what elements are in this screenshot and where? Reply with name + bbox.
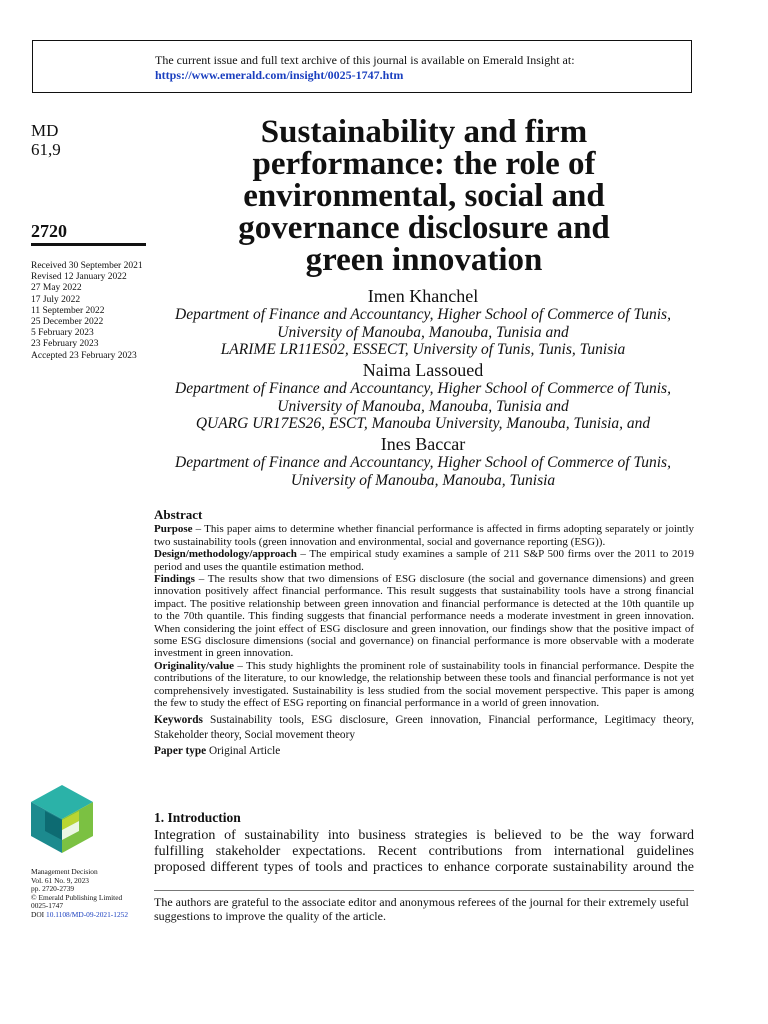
date-entry: 23 February 2023 bbox=[31, 339, 99, 350]
affiliation-line: University of Manouba, Manouba, Tunisia bbox=[290, 471, 556, 489]
paper-type bbox=[154, 744, 694, 759]
doi-link[interactable]: 10.1108/MD-09-2021-1252 bbox=[46, 909, 129, 919]
abstract-purpose bbox=[154, 523, 694, 548]
doi-line bbox=[31, 911, 128, 920]
affiliation-line: University of Manouba, Manouba, Tunisia and bbox=[277, 397, 569, 415]
introduction-section bbox=[154, 810, 694, 876]
affiliation-line: LARIME LR11ES02, ESSECT, University of Tunis, Tunis, Tunisia bbox=[220, 341, 626, 358]
journal-name: Management Decision bbox=[31, 867, 98, 876]
issn: 0025-1747 bbox=[31, 901, 64, 911]
author-affiliation bbox=[155, 306, 691, 359]
introduction-line: Integration of sustainability into business strategies is believed to be the way forward bbox=[154, 828, 694, 843]
introduction-line: fulfilling stakeholder expectations. Recent contributions from international guidelines bbox=[154, 844, 694, 859]
abstract-design bbox=[154, 548, 694, 573]
introduction-text bbox=[154, 828, 694, 876]
date-entry: Revised 12 January 2022 bbox=[31, 272, 127, 283]
date-entry: 25 December 2022 bbox=[31, 317, 104, 328]
journal-archive-notice bbox=[32, 40, 692, 93]
keywords-text: Sustainability tools, ESG disclosure, Green innovation, Financial performance, Legitimacy theory, Stakeholder theory, Social movement theory bbox=[154, 713, 694, 741]
article-title bbox=[190, 116, 658, 276]
author-affiliation bbox=[155, 454, 691, 489]
introduction-heading: 1. Introduction bbox=[154, 810, 241, 825]
journal-abbrev: MD bbox=[31, 121, 59, 140]
title-line: governance disclosure and bbox=[238, 210, 610, 246]
abstract-originality bbox=[154, 660, 694, 710]
introduction-line: proposed different types of tools and practices to enhance corporate sustainability around the bbox=[154, 860, 694, 875]
copyright: © Emerald Publishing Limited bbox=[31, 892, 123, 902]
date-entry: 17 July 2022 bbox=[31, 294, 81, 305]
section-text: – This study highlights the prominent role of sustainability tools in financial performance. Despite the contributions of the literature, to our knowledge, the relationship between these tools and financial performance is not yet comprehensively investigated. Sustainability is less studied from the social movement perspective. This paper is among the few to study the effect of ESG reporting on financial performance in a world of green innovation. bbox=[154, 659, 694, 710]
date-entry: Received 30 September 2021 bbox=[31, 261, 143, 271]
author-name: Ines Baccar bbox=[380, 434, 466, 454]
date-entry: 5 February 2023 bbox=[31, 328, 94, 339]
author-name: Imen Khanchel bbox=[367, 286, 479, 306]
section-text: – This paper aims to determine whether financial performance is affected in firms adopting separately or jointly two sustainability tools (green innovation and environmental, social and governance reporting (ESG)). bbox=[154, 523, 694, 548]
submission-dates bbox=[31, 261, 143, 362]
section-label: Originality/value bbox=[154, 659, 235, 672]
section-label: Design/methodology/approach bbox=[154, 548, 297, 561]
journal-code bbox=[31, 121, 61, 159]
title-line: environmental, social and bbox=[243, 178, 605, 214]
date-entry: 11 September 2022 bbox=[31, 305, 105, 316]
abstract-heading: Abstract bbox=[154, 507, 203, 522]
doi-label: DOI bbox=[31, 909, 45, 919]
affiliation-line: QUARG UR17ES26, ESCT, Manouba University, Manouba, Tunisia, and bbox=[195, 415, 651, 432]
author-affiliation bbox=[155, 380, 691, 433]
acknowledgement-footnote: The authors are grateful to the associate editor and anonymous referees of the journal for their extremely useful suggestions to improve the quality of the article. bbox=[154, 895, 689, 923]
page-range: pp. 2720-2739 bbox=[31, 884, 75, 894]
date-entry: Accepted 23 February 2023 bbox=[31, 350, 137, 361]
abstract bbox=[154, 509, 694, 759]
section-text: – The results show that two dimensions of ESG disclosure (the social and governance dimensions) and green innovation positively affect financial performance. This result suggests that sustainability tools have a strong financial impact. The positive relationship between green innovation and financial performance is detected at the 10th quantile up to the 70th quantile. This finding suggests that financial performance needs a moderate investment in green innovation. When considering the joint effect of ESG disclosure and green innovation, our findings show that the positive impact of some ESG disclosure dimensions (social and governance) on financial performance is more observable with a moderate investment in green innovation. bbox=[154, 573, 694, 660]
keywords-label: Keywords bbox=[154, 713, 203, 726]
affiliation-line: Department of Finance and Accountancy, Higher School of Commerce of Tunis, bbox=[175, 306, 671, 323]
abstract-findings bbox=[154, 573, 694, 660]
keywords bbox=[154, 713, 694, 743]
section-label: Findings bbox=[154, 573, 195, 586]
emerald-publishing-logo bbox=[31, 785, 93, 853]
title-line: Sustainability and firm bbox=[260, 114, 588, 150]
affiliation-line: University of Manouba, Manouba, Tunisia and bbox=[277, 323, 569, 341]
title-line: performance: the role of bbox=[252, 146, 596, 182]
affiliation-line: Department of Finance and Accountancy, Higher School of Commerce of Tunis, bbox=[175, 380, 671, 397]
journal-url-link[interactable]: https://www.emerald.com/insight/0025-1747.htm bbox=[155, 68, 404, 82]
paper-type-text: Original Article bbox=[206, 744, 281, 757]
section-text: – The empirical study examines a sample of 211 S&P 500 firms over the 2011 to 2019 period and uses the quantile estimation method. bbox=[154, 548, 694, 573]
page-number-rule bbox=[31, 243, 146, 246]
publication-info bbox=[31, 868, 128, 920]
journal-volume: 61,9 bbox=[31, 140, 61, 159]
issue-info: Vol. 61 No. 9, 2023 bbox=[31, 875, 89, 885]
author-name: Naima Lassoued bbox=[362, 360, 484, 380]
affiliation-line: Department of Finance and Accountancy, Higher School of Commerce of Tunis, bbox=[175, 454, 671, 471]
page-number: 2720 bbox=[31, 221, 67, 241]
archive-notice-text: The current issue and full text archive of this journal is available on Emerald Insight at: bbox=[155, 53, 575, 67]
section-label: Purpose bbox=[154, 523, 193, 536]
date-entry: 27 May 2022 bbox=[31, 283, 82, 294]
footnote-rule bbox=[154, 890, 694, 891]
paper-type-label: Paper type bbox=[154, 744, 207, 757]
title-line: green innovation bbox=[305, 242, 543, 278]
